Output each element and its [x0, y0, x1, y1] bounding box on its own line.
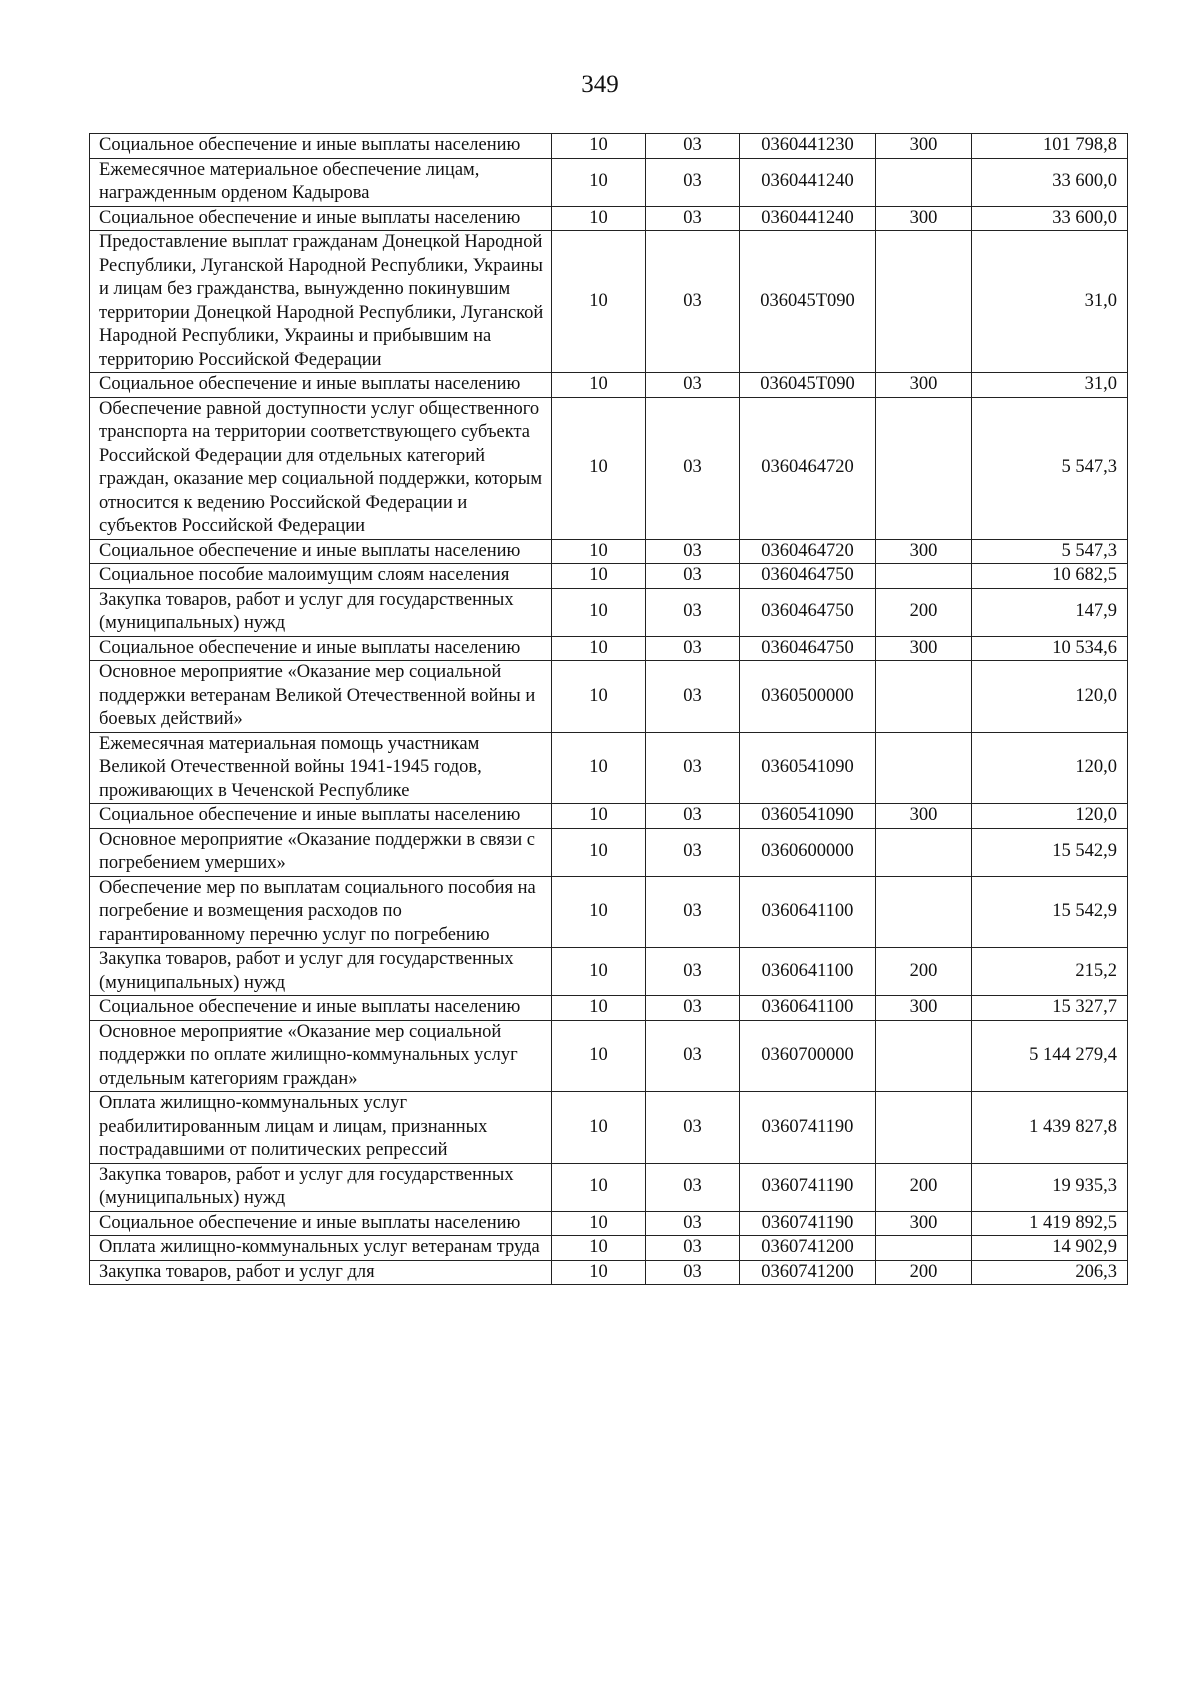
- subsection-code-cell: 03: [646, 948, 740, 996]
- amount-cell: 31,0: [972, 231, 1128, 373]
- subsection-code-cell: 03: [646, 1260, 740, 1285]
- item-name-cell: Закупка товаров, работ и услуг для: [90, 1260, 552, 1285]
- section-code-cell: 10: [552, 804, 646, 829]
- table-row: [90, 948, 1128, 996]
- target-article-cell: 0360500000: [740, 661, 876, 733]
- subsection-code-cell: 03: [646, 397, 740, 539]
- expense-type-cell: 200: [876, 588, 972, 636]
- table-row: [90, 206, 1128, 231]
- subsection-code-cell: 03: [646, 1236, 740, 1261]
- target-article-cell: 036045Т090: [740, 373, 876, 398]
- target-article-cell: 0360464750: [740, 588, 876, 636]
- table-row: [90, 661, 1128, 733]
- subsection-code-cell: 03: [646, 876, 740, 948]
- amount-cell: 5 144 279,4: [972, 1020, 1128, 1092]
- section-code-cell: 10: [552, 564, 646, 589]
- item-name-cell: Предоставление выплат гражданам Донецкой Народной Республики, Луганской Народной Республики, Украины и лицам без гражданства, вынужденно покинувшим территории Донецкой Народной Республики, Луганской Народной Республики, Украины и прибывшим на территорию Российской Федерации: [90, 231, 552, 373]
- expense-type-cell: 300: [876, 134, 972, 159]
- item-name-cell: Закупка товаров, работ и услуг для государственных (муниципальных) нужд: [90, 1163, 552, 1211]
- target-article-cell: 0360464720: [740, 539, 876, 564]
- target-article-cell: 0360464750: [740, 636, 876, 661]
- item-name-cell: Социальное обеспечение и иные выплаты населению: [90, 1211, 552, 1236]
- amount-cell: 15 542,9: [972, 876, 1128, 948]
- target-article-cell: 0360741200: [740, 1260, 876, 1285]
- item-name-cell: Оплата жилищно-коммунальных услуг ветеранам труда: [90, 1236, 552, 1261]
- amount-cell: 31,0: [972, 373, 1128, 398]
- target-article-cell: 036045Т090: [740, 231, 876, 373]
- table-row: [90, 996, 1128, 1021]
- table-row: [90, 1020, 1128, 1092]
- subsection-code-cell: 03: [646, 661, 740, 733]
- item-name-cell: Социальное обеспечение и иные выплаты населению: [90, 636, 552, 661]
- subsection-code-cell: 03: [646, 134, 740, 159]
- section-code-cell: 10: [552, 636, 646, 661]
- expense-type-cell: 200: [876, 1163, 972, 1211]
- subsection-code-cell: 03: [646, 158, 740, 206]
- target-article-cell: 0360541090: [740, 804, 876, 829]
- subsection-code-cell: 03: [646, 539, 740, 564]
- target-article-cell: 0360641100: [740, 948, 876, 996]
- amount-cell: 120,0: [972, 804, 1128, 829]
- table-row: [90, 539, 1128, 564]
- expense-type-cell: 300: [876, 206, 972, 231]
- target-article-cell: 0360741190: [740, 1163, 876, 1211]
- item-name-cell: Обеспечение равной доступности услуг общественного транспорта на территории соответствующего субъекта Российской Федерации для отдельных категорий граждан, оказание мер социальной поддержки, которым относится к ведению Российской Федерации и субъектов Российской Федерации: [90, 397, 552, 539]
- item-name-cell: Закупка товаров, работ и услуг для государственных (муниципальных) нужд: [90, 948, 552, 996]
- table-row: [90, 732, 1128, 804]
- table-row: [90, 134, 1128, 159]
- section-code-cell: 10: [552, 373, 646, 398]
- section-code-cell: 10: [552, 397, 646, 539]
- table-row: [90, 1092, 1128, 1164]
- subsection-code-cell: 03: [646, 636, 740, 661]
- amount-cell: 147,9: [972, 588, 1128, 636]
- expense-type-cell: 200: [876, 948, 972, 996]
- section-code-cell: 10: [552, 158, 646, 206]
- table-row: [90, 588, 1128, 636]
- table-row: [90, 158, 1128, 206]
- item-name-cell: Основное мероприятие «Оказание поддержки в связи с погребением умерших»: [90, 828, 552, 876]
- table-row: [90, 564, 1128, 589]
- section-code-cell: 10: [552, 1020, 646, 1092]
- item-name-cell: Социальное пособие малоимущим слоям населения: [90, 564, 552, 589]
- target-article-cell: 0360464750: [740, 564, 876, 589]
- item-name-cell: Основное мероприятие «Оказание мер социальной поддержки по оплате жилищно-коммунальных услуг отдельным категориям граждан»: [90, 1020, 552, 1092]
- amount-cell: 15 542,9: [972, 828, 1128, 876]
- subsection-code-cell: 03: [646, 206, 740, 231]
- section-code-cell: 10: [552, 588, 646, 636]
- amount-cell: 10 682,5: [972, 564, 1128, 589]
- subsection-code-cell: 03: [646, 828, 740, 876]
- section-code-cell: 10: [552, 1260, 646, 1285]
- table-row: [90, 876, 1128, 948]
- section-code-cell: 10: [552, 1211, 646, 1236]
- expense-type-cell: [876, 158, 972, 206]
- amount-cell: 10 534,6: [972, 636, 1128, 661]
- subsection-code-cell: 03: [646, 1163, 740, 1211]
- expense-type-cell: [876, 397, 972, 539]
- amount-cell: 15 327,7: [972, 996, 1128, 1021]
- table-row: [90, 1211, 1128, 1236]
- amount-cell: 206,3: [972, 1260, 1128, 1285]
- item-name-cell: Социальное обеспечение и иные выплаты населению: [90, 804, 552, 829]
- item-name-cell: Ежемесячное материальное обеспечение лицам, награжденным орденом Кадырова: [90, 158, 552, 206]
- target-article-cell: 0360641100: [740, 876, 876, 948]
- section-code-cell: 10: [552, 948, 646, 996]
- amount-cell: 1 419 892,5: [972, 1211, 1128, 1236]
- expense-type-cell: [876, 828, 972, 876]
- expense-type-cell: 300: [876, 539, 972, 564]
- target-article-cell: 0360441240: [740, 158, 876, 206]
- expense-type-cell: 300: [876, 804, 972, 829]
- section-code-cell: 10: [552, 1236, 646, 1261]
- section-code-cell: 10: [552, 1163, 646, 1211]
- budget-table: [89, 133, 1128, 1285]
- section-code-cell: 10: [552, 539, 646, 564]
- target-article-cell: 0360441240: [740, 206, 876, 231]
- item-name-cell: Основное мероприятие «Оказание мер социальной поддержки ветеранам Великой Отечественной войны и боевых действий»: [90, 661, 552, 733]
- table-row: [90, 373, 1128, 398]
- subsection-code-cell: 03: [646, 732, 740, 804]
- amount-cell: 120,0: [972, 732, 1128, 804]
- target-article-cell: 0360441230: [740, 134, 876, 159]
- expense-type-cell: [876, 876, 972, 948]
- amount-cell: 33 600,0: [972, 206, 1128, 231]
- item-name-cell: Обеспечение мер по выплатам социального пособия на погребение и возмещения расходов по гарантированному перечню услуг по погребению: [90, 876, 552, 948]
- target-article-cell: 0360741200: [740, 1236, 876, 1261]
- section-code-cell: 10: [552, 206, 646, 231]
- item-name-cell: Социальное обеспечение и иные выплаты населению: [90, 996, 552, 1021]
- section-code-cell: 10: [552, 231, 646, 373]
- section-code-cell: 10: [552, 996, 646, 1021]
- item-name-cell: Социальное обеспечение и иные выплаты населению: [90, 373, 552, 398]
- item-name-cell: Социальное обеспечение и иные выплаты населению: [90, 134, 552, 159]
- expense-type-cell: 300: [876, 373, 972, 398]
- table-row: [90, 1236, 1128, 1261]
- expense-type-cell: 200: [876, 1260, 972, 1285]
- subsection-code-cell: 03: [646, 588, 740, 636]
- item-name-cell: Социальное обеспечение и иные выплаты населению: [90, 539, 552, 564]
- subsection-code-cell: 03: [646, 373, 740, 398]
- subsection-code-cell: 03: [646, 1211, 740, 1236]
- target-article-cell: 0360700000: [740, 1020, 876, 1092]
- amount-cell: 19 935,3: [972, 1163, 1128, 1211]
- subsection-code-cell: 03: [646, 1092, 740, 1164]
- table-row: [90, 636, 1128, 661]
- expense-type-cell: [876, 1092, 972, 1164]
- target-article-cell: 0360641100: [740, 996, 876, 1021]
- section-code-cell: 10: [552, 828, 646, 876]
- amount-cell: 101 798,8: [972, 134, 1128, 159]
- target-article-cell: 0360464720: [740, 397, 876, 539]
- section-code-cell: 10: [552, 732, 646, 804]
- target-article-cell: 0360741190: [740, 1211, 876, 1236]
- table-row: [90, 231, 1128, 373]
- item-name-cell: Социальное обеспечение и иные выплаты населению: [90, 206, 552, 231]
- expense-type-cell: [876, 1020, 972, 1092]
- amount-cell: 33 600,0: [972, 158, 1128, 206]
- subsection-code-cell: 03: [646, 564, 740, 589]
- table-row: [90, 1260, 1128, 1285]
- page-number: 349: [581, 71, 619, 98]
- table-row: [90, 1163, 1128, 1211]
- budget-table-body: [90, 134, 1128, 1285]
- subsection-code-cell: 03: [646, 1020, 740, 1092]
- expense-type-cell: [876, 231, 972, 373]
- subsection-code-cell: 03: [646, 804, 740, 829]
- section-code-cell: 10: [552, 134, 646, 159]
- expense-type-cell: [876, 661, 972, 733]
- item-name-cell: Закупка товаров, работ и услуг для государственных (муниципальных) нужд: [90, 588, 552, 636]
- item-name-cell: Оплата жилищно-коммунальных услуг реабилитированным лицам и лицам, признанных пострадавшими от политических репрессий: [90, 1092, 552, 1164]
- target-article-cell: 0360741190: [740, 1092, 876, 1164]
- target-article-cell: 0360600000: [740, 828, 876, 876]
- expense-type-cell: [876, 1236, 972, 1261]
- amount-cell: 120,0: [972, 661, 1128, 733]
- expense-type-cell: 300: [876, 1211, 972, 1236]
- expense-type-cell: 300: [876, 996, 972, 1021]
- section-code-cell: 10: [552, 661, 646, 733]
- subsection-code-cell: 03: [646, 231, 740, 373]
- table-row: [90, 804, 1128, 829]
- item-name-cell: Ежемесячная материальная помощь участникам Великой Отечественной войны 1941-1945 годов, проживающих в Чеченской Республике: [90, 732, 552, 804]
- amount-cell: 215,2: [972, 948, 1128, 996]
- expense-type-cell: [876, 564, 972, 589]
- expense-type-cell: [876, 732, 972, 804]
- amount-cell: 5 547,3: [972, 539, 1128, 564]
- amount-cell: 1 439 827,8: [972, 1092, 1128, 1164]
- expense-type-cell: 300: [876, 636, 972, 661]
- target-article-cell: 0360541090: [740, 732, 876, 804]
- section-code-cell: 10: [552, 1092, 646, 1164]
- table-row: [90, 828, 1128, 876]
- amount-cell: 5 547,3: [972, 397, 1128, 539]
- table-row: [90, 397, 1128, 539]
- amount-cell: 14 902,9: [972, 1236, 1128, 1261]
- section-code-cell: 10: [552, 876, 646, 948]
- subsection-code-cell: 03: [646, 996, 740, 1021]
